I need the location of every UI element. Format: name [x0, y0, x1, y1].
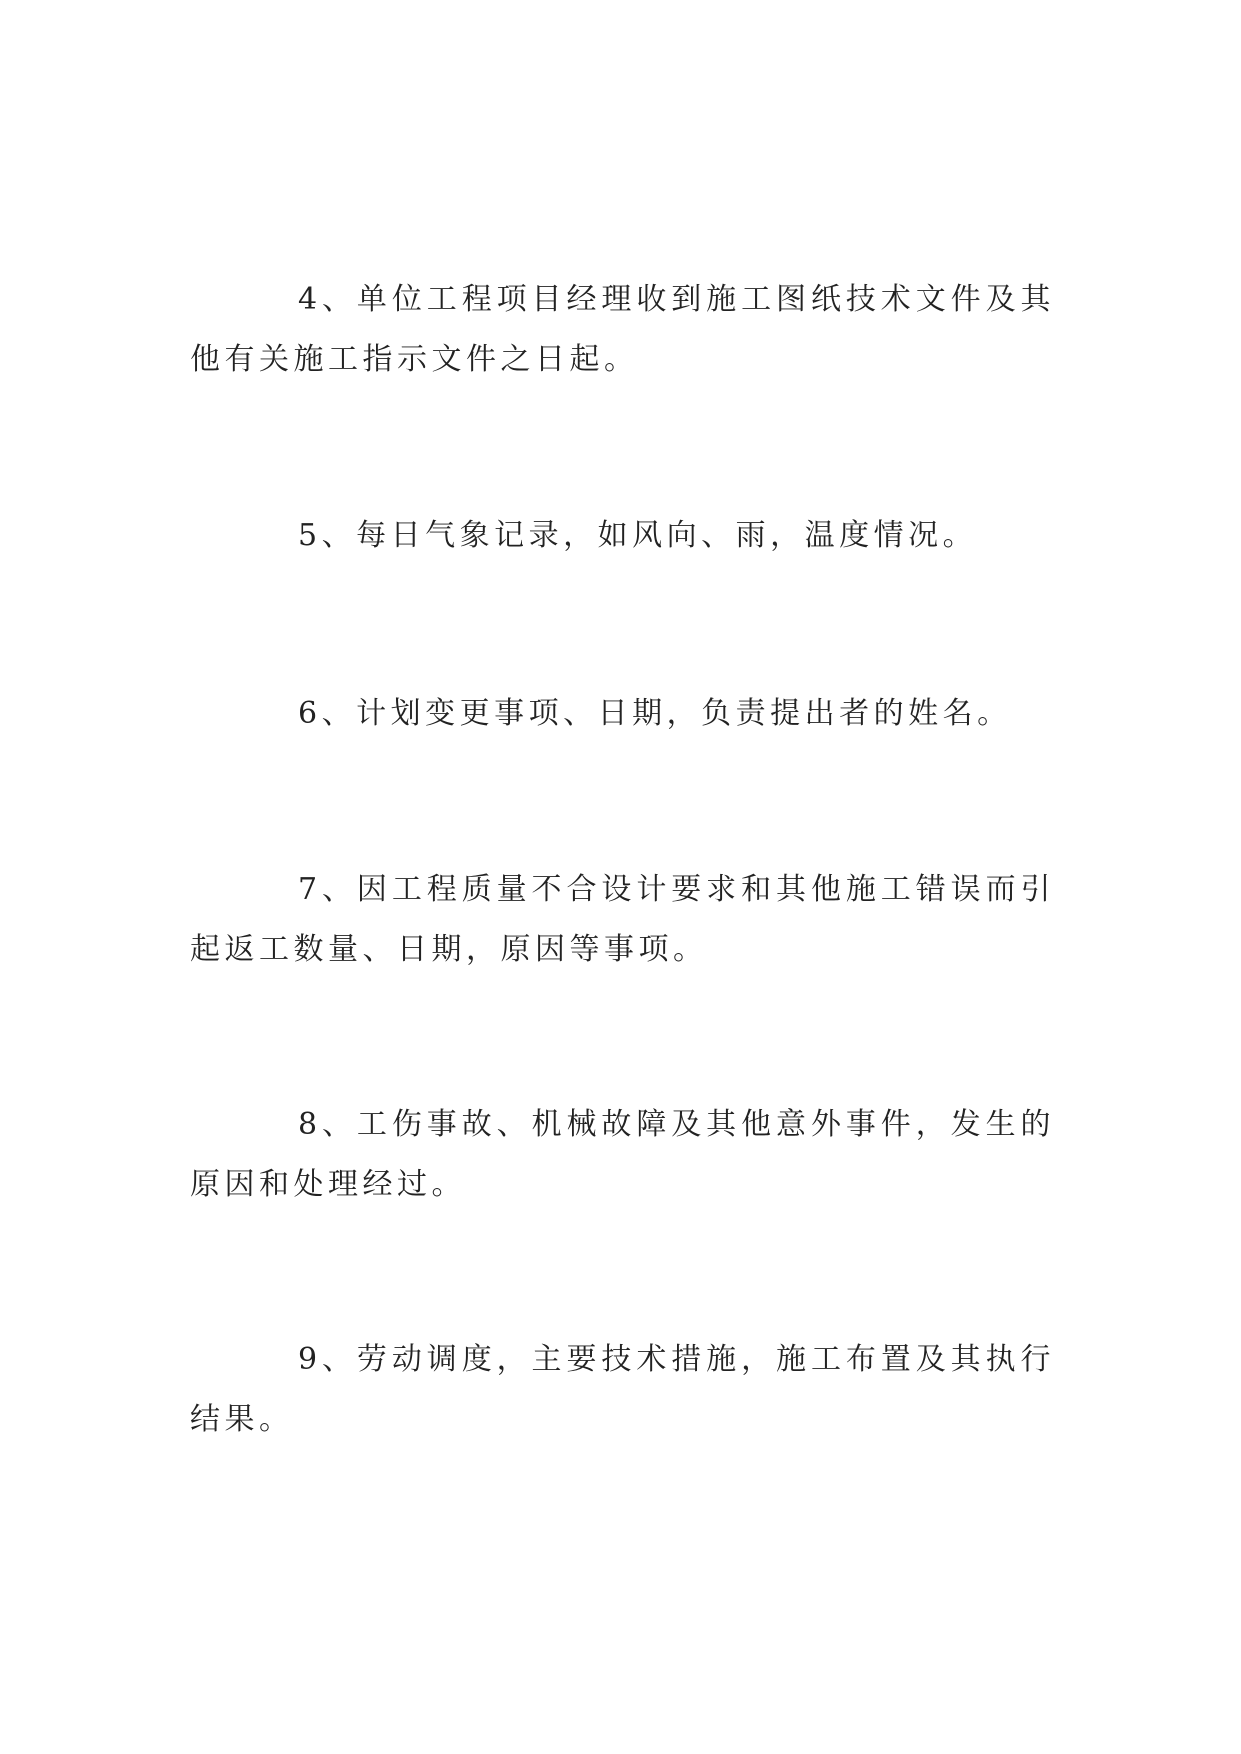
paragraph-item-8: 8、工伤事故、机械故障及其他意外事件，发生的原因和处理经过。 [190, 1107, 1055, 1202]
paragraph-item-5: 5、每日气象记录，如风向、雨，温度情况。 [298, 518, 978, 553]
paragraph-item-7: 7、因工程质量不合设计要求和其他施工错误而引起返工数量、日期，原因等事项。 [190, 872, 1055, 967]
paragraph-item-6: 6、计划变更事项、日期，负责提出者的姓名。 [298, 696, 1012, 731]
paragraph-item-4: 4、单位工程项目经理收到施工图纸技术文件及其他有关施工指示文件之日起。 [190, 282, 1055, 377]
paragraph-item-9: 9、劳动调度，主要技术措施，施工布置及其执行结果。 [190, 1342, 1055, 1437]
